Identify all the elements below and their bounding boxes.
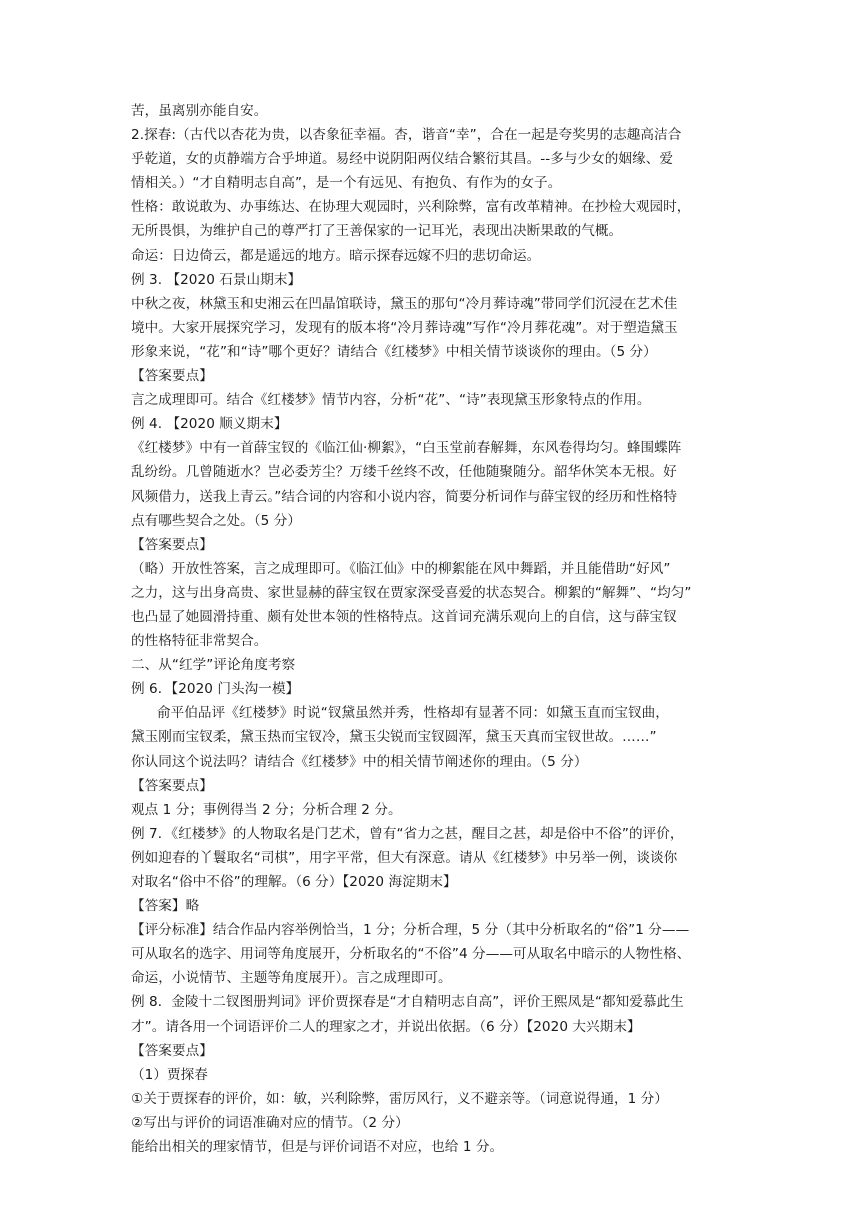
text-line: 《红楼梦》中有一首薛宝钗的《临江仙·柳絮》，“白玉堂前春解舞，东风卷得均匀。蜂围蝶阵 [131, 440, 682, 457]
text-line: 境中。大家开展探究学习，发现有的版本将“冷月葬诗魂”写作“冷月葬花魂”。对于塑造黛玉 [131, 319, 678, 336]
text-line: 的性格特征非常契合。 [131, 633, 268, 650]
document-page [131, 99, 731, 1159]
subheading: （1）贾探春 [131, 1066, 208, 1083]
text-line: 情相关。）“才自精明志自高”，是一个有远见、有抱负、有作为的女子。 [131, 175, 562, 192]
text-line: （略）开放性答案，言之成理即可。《临江仙》中的柳絮能在风中舞蹈，并且能借助“好风” [131, 560, 671, 577]
text-line: 2.探春:（古代以杏花为贵，以杏象征幸福。杏，谐音“幸”，合在一起是夸奖男的志趣高洁合 [131, 127, 682, 144]
text-line: 黛玉刚而宝钗柔，黛玉热而宝钗冷，黛玉尖锐而宝钗圆浑，黛玉天真而宝钗世故。……” [131, 729, 657, 746]
answer-heading: 【答案要点】 [131, 368, 213, 385]
text-line: 你认同这个说法吗？请结合《红楼梦》中的相关情节阐述你的理由。（5 分） [131, 753, 588, 770]
text-line: 才”。请各用一个词语评价二人的理家之才，并说出依据。（6 分）【2020 大兴期末】 [131, 1018, 641, 1035]
text-line: 中秋之夜，林黛玉和史湘云在凹晶馆联诗，黛玉的那句“冷月葬诗魂”带同学们沉浸在艺术佳 [131, 295, 678, 312]
answer-heading: 【答案要点】 [131, 1042, 213, 1059]
text-line: 形象来说，“花”和“诗”哪个更好？请结合《红楼梦》中相关情节谈谈你的理由。（5 分） [131, 343, 657, 360]
text-line: 乱纷纷。几曾随逝水？岂必委芳尘？万缕千丝终不改，任他随聚随分。韶华休笑本无根。好 [131, 464, 677, 481]
answer-heading: 【答案要点】 [131, 777, 213, 794]
answer-heading: 【答案要点】 [131, 536, 213, 553]
text-line: 之力，这与出身高贵、家世显赫的薛宝钗在贾家深受喜爱的状态契合。柳絮的“解舞”、“均匀” [131, 584, 692, 601]
text-line: 点有哪些契合之处。（5 分） [131, 512, 301, 529]
example-heading: 例 4. 【2020 顺义期末】 [131, 416, 288, 433]
text-line: 能给出相关的理家情节，但是与评价词语不对应，也给 1 分。 [131, 1139, 504, 1156]
text-line: 风频借力，送我上青云。”结合词的内容和小说内容，简要分析词作与薛宝钗的经历和性格特 [131, 488, 678, 505]
text-line: 命运：日边倚云，都是遥远的地方。暗示探春远嫁不归的悲切命运。 [131, 247, 541, 264]
text-line: 俞平伯品评《红楼梦》时说“钗黛虽然并秀，性格却有显著不同：如黛玉直而宝钗曲， [157, 705, 669, 722]
example-heading: 例 3. 【2020 石景山期末】 [131, 271, 302, 288]
text-line: 可从取名的选字、用词等角度展开，分析取名的“不俗”4 分——可从取名中暗示的人物性格、 [131, 946, 691, 963]
text-line: 例如迎春的丫鬟取名“司棋”，用字平常，但大有深意。请从《红楼梦》中另举一例，谈谈你 [131, 849, 678, 866]
text-line: 言之成理即可。结合《红楼梦》情节内容，分析“花”、“诗”表现黛玉形象特点的作用。 [131, 392, 651, 409]
text-line: 无所畏惧，为维护自己的尊严打了王善保家的一记耳光，表现出决断果敢的气概。 [131, 223, 623, 240]
text-line: 命运，小说情节、主题等角度展开）。言之成理即可。 [131, 970, 452, 987]
example-heading: 例 6．【2020 门头沟一模】 [131, 681, 300, 698]
answer-heading: 【答案】略 [131, 898, 200, 915]
list-item: ②写出与评价的词语准确对应的情节。（2 分） [131, 1114, 409, 1131]
text-line: 观点 1 分；事例得当 2 分；分析合理 2 分。 [131, 801, 402, 818]
section-heading: 二、从“红学”评论角度考察 [131, 657, 296, 674]
text-line: 对取名“俗中不俗”的理解。（6 分）【2020 海淀期末】 [131, 874, 457, 890]
text-line: 苦，虽离别亦能自安。 [131, 103, 268, 119]
text-line: 乎乾道，女的贞静端方合乎坤道。易经中说阴阳两仪结合繁衍其昌。--多与少女的姻缘、爱 [131, 151, 674, 168]
example-heading: 例 7．《红楼梦》的人物取名是门艺术，曾有“省力之甚，醒目之甚，却是俗中不俗”的评价， [131, 825, 684, 842]
example-heading: 例 8．金陵十二钗图册判词》评价贾探春是“才自精明志自高”，评价王熙凤是“都知爱慕此生 [131, 994, 684, 1011]
text-line: 性格：敢说敢为、办事练达、在协理大观园时，兴利除弊，富有改革精神。在抄检大观园时， [131, 199, 691, 216]
list-item: ①关于贾探春的评价，如：敏，兴利除弊，雷厉风行，义不避亲等。（词意说得通，1 分） [131, 1090, 668, 1107]
text-line: 也凸显了她圆滑持重、颇有处世本领的性格特点。这首词充满乐观向上的自信，这与薛宝钗 [131, 608, 677, 625]
scoring-criteria: 【评分标准】结合作品内容举例恰当，1 分；分析合理，5 分（其中分析取名的“俗”1 分—— [131, 922, 690, 939]
